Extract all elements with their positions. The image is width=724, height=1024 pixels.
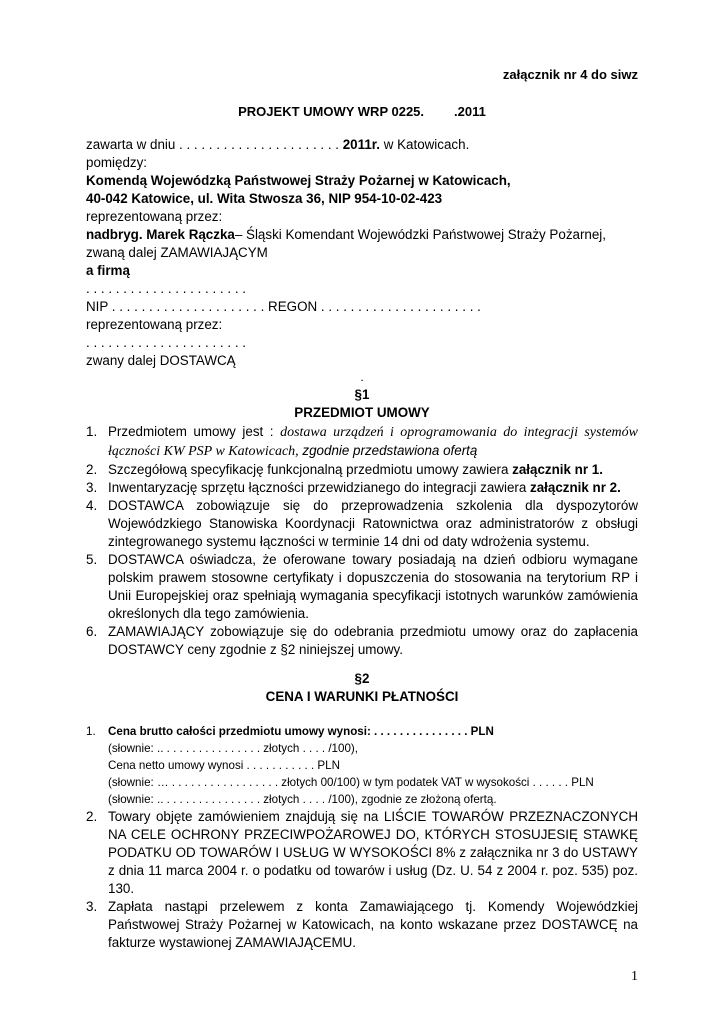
item-number: 6. <box>86 624 98 639</box>
list-item <box>86 898 638 952</box>
list-item <box>86 808 638 898</box>
attachment-label: załącznik nr 4 do siwz <box>502 67 638 82</box>
gross-words-line: (słownie: .. . . . . . . . . . . . . . . . złotych . . . . /100), <box>108 742 358 755</box>
section2-price-block <box>86 723 638 808</box>
item-text: Szczegółową specyfikację funkcjonalną przedmiotu umowy zawiera <box>108 462 513 477</box>
item-text: Inwentaryzację sprzętu łączności przewidzianego do integracji zawiera <box>108 480 531 495</box>
list-item <box>86 551 638 623</box>
gross-price-line: Cena brutto całości przedmiotu umowy wynosi: . . . . . . . . . . . . . . . PLN <box>108 725 494 738</box>
item-number: 3. <box>86 480 98 495</box>
item-number: 1. <box>86 725 96 738</box>
item-number: 4. <box>86 498 98 513</box>
list-item <box>86 461 638 479</box>
representative-role: – Śląski Komendant Wojewódzki Państwowej Straży Pożarnej, <box>234 227 607 242</box>
nip-regon-line: NIP . . . . . . . . . . . . . . . . . . . . . REGON . . . . . . . . . . . . . . . . . . . . . . <box>86 299 481 314</box>
net-price-line: Cena netto umowy wynosi . . . . . . . . . . . PLN <box>108 759 340 772</box>
document-title <box>0 103 724 121</box>
item-attachment: załącznik nr 2. <box>530 480 621 495</box>
item-text: Towary objęte zamówieniem znajdują się na LIŚCIE TOWARÓW PRZEZNACZONYCH NA CELE OCHRONY PRZECIWPOŻAROWEJ DO, KTÓRYCH STOSUJESIĘ STAWKĘ PODATKU OD TOWARÓW I USŁUG W WYSOKOŚCI 8% z załącznika nr 3 do USTAWY z dnia 11 marca 2004 r. o podatku od towarów i usług (Dz. U. 54 z 2004 r. poz. 535) poz. 130. <box>108 809 638 896</box>
title-part2: .2011 <box>454 104 486 119</box>
representative-blank: . . . . . . . . . . . . . . . . . . . . . . <box>86 335 246 350</box>
item-number: 5. <box>86 552 98 567</box>
list-item <box>86 623 638 659</box>
item-subject: dostawa urządzeń i oprogramowania do integracji systemów łączności KW PSP w Katowicach, <box>108 425 639 459</box>
separator-dot: . <box>360 370 364 384</box>
list-item <box>86 423 638 461</box>
item-number: 1. <box>86 424 98 439</box>
date-text: zawarta w dniu . . . . . . . . . . . . . . . . . . . . . . <box>86 137 343 152</box>
section2-heading: CENA I WARUNKI PŁATNOŚCI <box>265 689 459 704</box>
title-part1: PROJEKT UMOWY WRP 0225. <box>238 104 425 119</box>
supplier-alias: zwany dalej DOSTAWCĄ <box>86 353 236 368</box>
list-item <box>86 497 638 551</box>
page-number: 1 <box>631 969 638 984</box>
between-line: pomiędzy: <box>86 155 148 170</box>
vat-words-line: (słownie: .. . . . . . . . . . . . . . . . złotych . . . . /100), zgodnie ze złożoną ofertą. <box>108 793 497 806</box>
represented-by-2: reprezentowaną przez: <box>86 317 223 332</box>
list-item <box>86 479 638 497</box>
date-year: 2011r. <box>342 137 380 152</box>
representative-line <box>86 226 638 244</box>
section2-list <box>86 808 638 952</box>
representative-name: nadbryg. Marek Rączka <box>86 227 235 242</box>
item-text: Zapłata nastąpi przelewem z konta Zamawiającego tj. Komendy Wojewódzkiej Państwowej Straży Pożarnej w Katowicach, na konto wskazane przez DOSTAWCĘ na fakturze wystawionej ZAMAWIAJĄCEMU. <box>108 899 638 950</box>
net-words-vat-line: (słownie: … . . . . . . . . . . . . . . . . . złotych 00/100) w tym podatek VAT w wysokości . . . . . . PLN <box>108 776 594 789</box>
orderer-address: 40-042 Katowice, ul. Wita Stwosza 36, NIP 954-10-02-423 <box>86 191 443 206</box>
item-text: DOSTAWCA oświadcza, że oferowane towary posiadają na dzień odbioru wymagane polskim prawem stosowne certyfikaty i dopuszczenia do stosowania na terytorium RP i Unii Europejskiej oraz spełniają wymagania specyfikacji istotnych warunków zamówienia określonych dla tego zamówienia. <box>108 552 638 621</box>
item-offer: zgodnie przedstawiona ofertą <box>298 443 478 458</box>
represented-by-1: reprezentowaną przez: <box>86 209 223 224</box>
item-text: Przedmiotem umowy jest : <box>108 424 281 439</box>
item-number: 3. <box>86 899 98 914</box>
contract-date-line <box>86 136 638 154</box>
date-place: w Katowicach. <box>379 137 470 152</box>
item-text: ZAMAWIAJĄCY zobowiązuje się do odebrania przedmiotu umowy oraz do zapłacenia DOSTAWCY ceny zgodnie z §2 niniejszej umowy. <box>108 624 638 657</box>
list-item <box>86 723 638 808</box>
item-number: 2. <box>86 809 98 824</box>
item-attachment: załącznik nr 1. <box>512 462 603 477</box>
item-text: DOSTAWCA zobowiązuje się do przeprowadzenia szkolenia dla dyspozytorów Wojewódzkiego Stanowiska Koordynacji Ratownictwa oraz administratorów z obsługi zintegrowanego systemu łączności w terminie 14 dni od daty wdrożenia systemu. <box>108 498 638 549</box>
section1-list <box>86 423 638 659</box>
item-number: 2. <box>86 462 98 477</box>
orderer-alias: zwaną dalej ZAMAWIAJĄCYM <box>86 245 268 260</box>
section1-heading: PRZEDMIOT UMOWY <box>294 405 430 420</box>
section2-number: §2 <box>354 671 370 686</box>
company-blank: . . . . . . . . . . . . . . . . . . . . . . <box>86 281 246 296</box>
parties-block <box>86 136 638 370</box>
orderer-name: Komendą Wojewódzką Państwowej Straży Pożarnej w Katowicach, <box>86 173 511 188</box>
section1-number: §1 <box>354 387 370 402</box>
and-company: a firmą <box>86 263 130 278</box>
